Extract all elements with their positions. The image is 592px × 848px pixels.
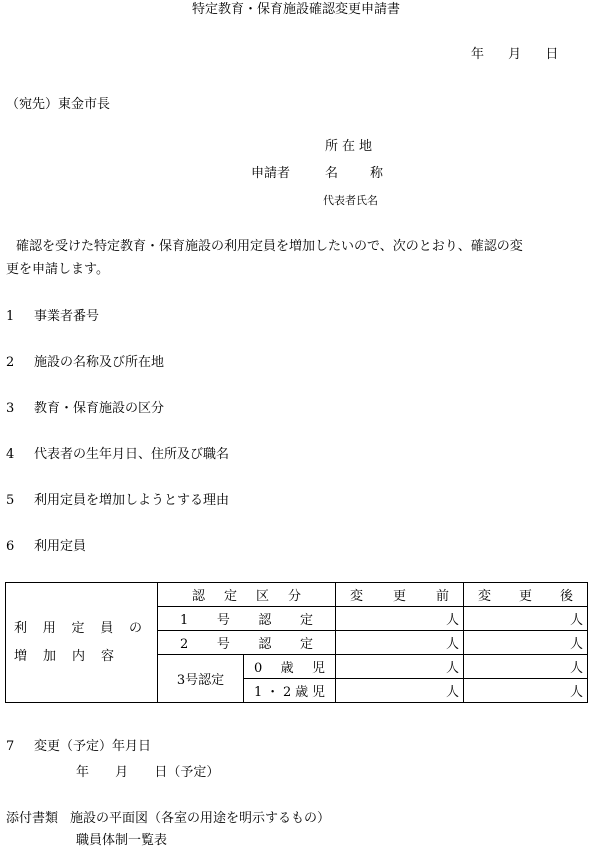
- after-value-cell[interactable]: 人: [464, 679, 588, 703]
- change-date-fields: [76, 766, 219, 779]
- item-label: 教育・保育施設の区分: [34, 401, 165, 416]
- header-after: 変更後: [464, 583, 588, 607]
- row-label-line-1: 利用定員の: [14, 621, 142, 637]
- representative-label: 代表者氏名: [323, 194, 378, 207]
- header-category: 認定区分: [158, 583, 336, 607]
- subcategory-cell: 1・2歳児: [244, 679, 336, 703]
- item-number: 6: [6, 539, 15, 554]
- header-before: 変更前: [336, 583, 464, 607]
- item-6: [6, 540, 86, 553]
- item-number: 2: [6, 355, 15, 370]
- item-label: 事業者番号: [34, 309, 100, 324]
- change-date-year: 年: [76, 765, 90, 780]
- body-text-line-1: 確認を受けた特定教育・保育施設の利用定員を増加したいので、次のとおり、確認の変: [16, 239, 523, 254]
- item-label: 代表者の生年月日、住所及び職名: [34, 447, 230, 462]
- item-label: 利用定員: [34, 539, 87, 554]
- date-day: 日: [545, 47, 559, 62]
- document-title: 特定教育・保育施設確認変更申請書: [191, 2, 400, 17]
- applicant-label: 申請者: [251, 166, 291, 181]
- item-7: [6, 740, 151, 753]
- row-label-cell: [6, 583, 158, 703]
- body-text-line-2: 更を申請します。: [6, 262, 109, 277]
- item-number: 7: [6, 739, 15, 754]
- attachment-item-2: 職員体制一覧表: [76, 833, 168, 848]
- change-date-month: 月: [115, 765, 129, 780]
- date-month: 月: [508, 47, 522, 62]
- item-label: 利用定員を増加しようとする理由: [34, 493, 230, 508]
- item-1: [6, 310, 99, 323]
- item-4: [6, 448, 229, 461]
- item-2: [6, 356, 164, 369]
- before-value-cell[interactable]: 人: [336, 607, 464, 631]
- addressee: （宛先）東金市長: [6, 97, 111, 112]
- capacity-table: [5, 582, 588, 703]
- name-label-char-1: 名: [325, 166, 339, 181]
- item-number: 3: [6, 401, 15, 416]
- date-fields: [471, 48, 558, 61]
- item-number: 4: [6, 447, 15, 462]
- subcategory-cell: 0歳児: [244, 655, 336, 679]
- date-year: 年: [471, 47, 485, 62]
- change-date-day: 日（予定）: [154, 765, 220, 780]
- before-value-cell[interactable]: 人: [336, 679, 464, 703]
- after-value-cell[interactable]: 人: [464, 655, 588, 679]
- group-category-cell: 3号認定: [158, 655, 244, 703]
- item-number: 5: [6, 493, 15, 508]
- item-number: 1: [6, 309, 15, 324]
- address-label: 所在地: [325, 139, 377, 154]
- item-label: 変更（予定）年月日: [34, 739, 152, 754]
- attachments: [6, 812, 330, 825]
- after-value-cell[interactable]: 人: [464, 631, 588, 655]
- before-value-cell[interactable]: 人: [336, 631, 464, 655]
- item-3: [6, 402, 164, 415]
- after-value-cell[interactable]: 人: [464, 607, 588, 631]
- item-label: 施設の名称及び所在地: [34, 355, 165, 370]
- name-label: [325, 167, 383, 180]
- row-label-line-2: 増加内容: [14, 648, 114, 664]
- attachment-item: 施設の平面図（各室の用途を明示するもの）: [70, 811, 331, 826]
- category-cell: 1号認定: [158, 607, 336, 631]
- attachments-label: 添付書類: [6, 811, 59, 826]
- table-header-row: [6, 583, 588, 607]
- category-cell: 2号認定: [158, 631, 336, 655]
- before-value-cell[interactable]: 人: [336, 655, 464, 679]
- name-label-char-2: 称: [370, 166, 384, 181]
- item-5: [6, 494, 229, 507]
